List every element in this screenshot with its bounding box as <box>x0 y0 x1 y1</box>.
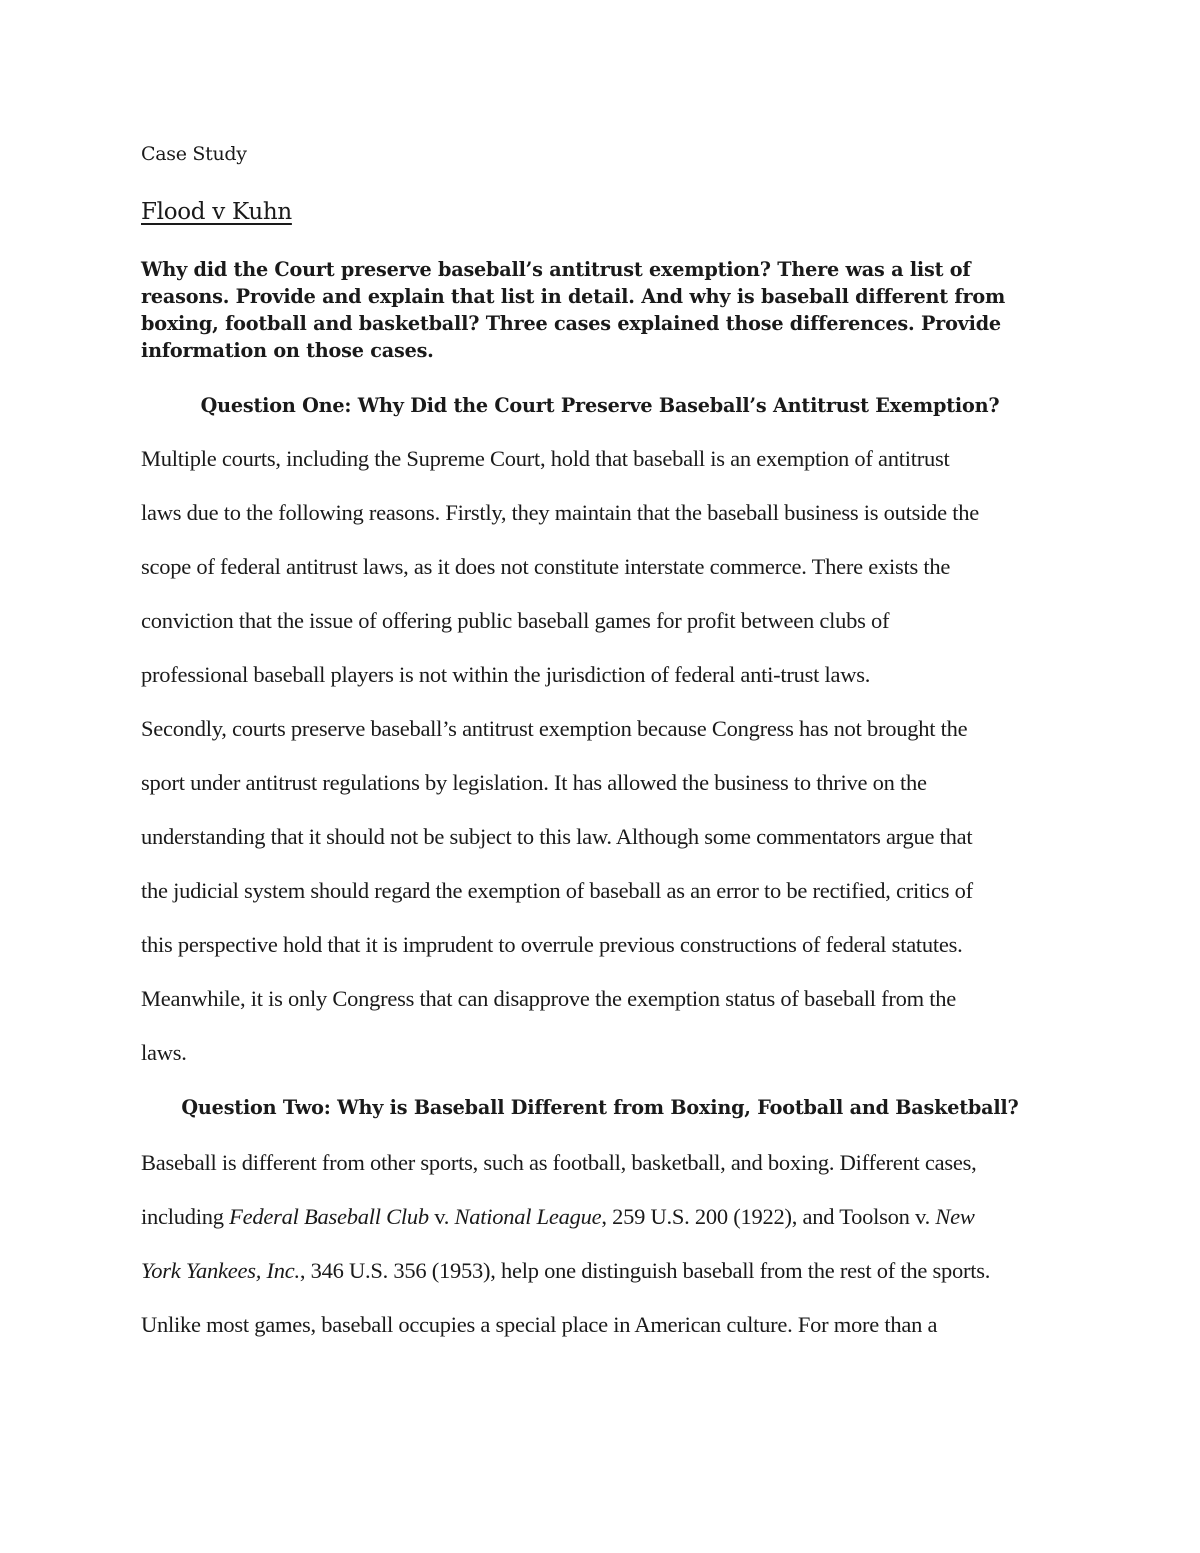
q1-line-2: laws due to the following reasons. Firstly, they maintain that the baseball business is outside the <box>141 500 980 525</box>
question-two-heading: Question Two: Why is Baseball Different from Boxing, Football and Basketball? <box>181 1096 1019 1119</box>
q1-line-10: this perspective hold that it is imprudent to overrule previous constructions of federal statutes. <box>141 932 963 957</box>
q1-line-12: laws. <box>141 1040 187 1065</box>
q1-line-7: sport under antitrust regulations by legislation. It has allowed the business to thrive on the <box>141 770 927 795</box>
q2-line-1: Baseball is different from other sports, such as football, basketball, and boxing. Different cases, <box>141 1150 977 1175</box>
q1-line-6: Secondly, courts preserve baseball’s antitrust exemption because Congress has not brought the <box>141 716 968 741</box>
assignment-prompt: Why did the Court preserve baseball’s antitrust exemption? There was a list of reasons. Provide and explain that list in detail. And why is baseball different from boxing, football and basketball? Three cases explained those differences. Provide information on those cases. <box>141 258 1006 362</box>
q1-line-3: scope of federal antitrust laws, as it does not constitute interstate commerce. There exists the <box>141 554 951 579</box>
case-name-york-yankees: York Yankees, Inc. <box>141 1258 300 1283</box>
q1-line-1: Multiple courts, including the Supreme Court, hold that baseball is an exemption of antitrust <box>141 446 950 471</box>
q2-line-2 <box>141 1204 975 1230</box>
q2-line-2-text-c: v. <box>428 1204 455 1229</box>
q2-line-2-text-e: , 259 U.S. 200 (1922), and Toolson v. <box>601 1204 936 1229</box>
q1-line-4: conviction that the issue of offering public baseball games for profit between clubs of <box>141 608 890 633</box>
q2-line-3-text-b: , 346 U.S. 356 (1953), help one distinguish baseball from the rest of the sports. <box>299 1258 991 1283</box>
q1-line-5: professional baseball players is not within the jurisdiction of federal anti-trust laws. <box>141 662 871 687</box>
document-title: Flood v Kuhn <box>141 199 292 225</box>
q1-line-11: Meanwhile, it is only Congress that can disapprove the exemption status of baseball from the <box>141 986 956 1011</box>
q2-line-3 <box>141 1258 990 1284</box>
case-name-new-york-part: New <box>935 1204 975 1229</box>
case-name-federal-baseball-club: Federal Baseball Club <box>229 1204 429 1229</box>
case-name-national-league: National League <box>454 1204 602 1229</box>
q2-line-4: Unlike most games, baseball occupies a special place in American culture. For more than a <box>141 1312 938 1337</box>
q1-line-9: the judicial system should regard the exemption of baseball as an error to be rectified, critics of <box>141 878 973 903</box>
question-one-heading: Question One: Why Did the Court Preserve Baseball’s Antitrust Exemption? <box>200 394 1000 417</box>
document-label: Case Study <box>141 143 247 165</box>
q1-line-8: understanding that it should not be subject to this law. Although some commentators argue that <box>141 824 973 849</box>
q2-line-2-text-a: including <box>141 1204 230 1229</box>
